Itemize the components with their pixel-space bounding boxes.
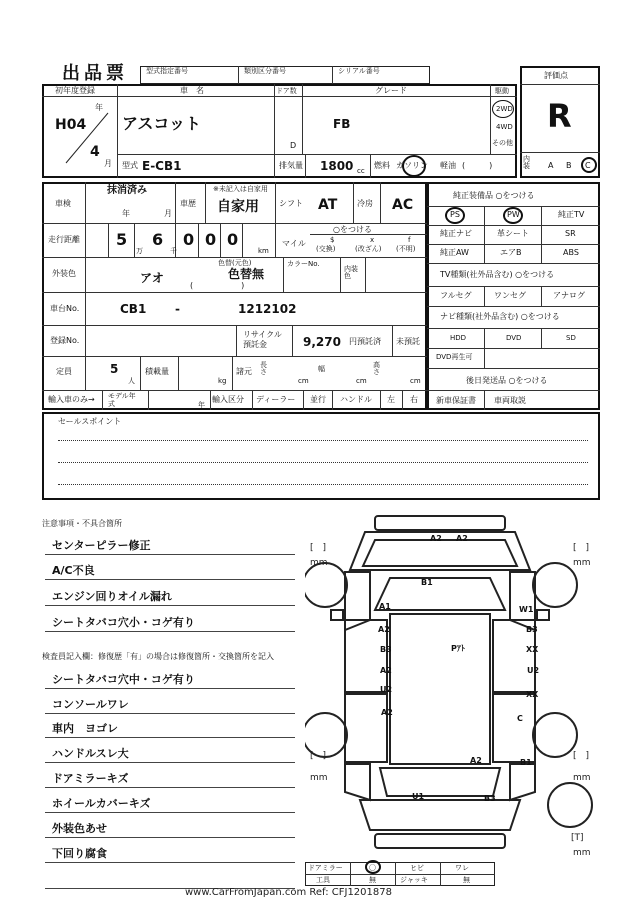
navi-hdd: HDD — [450, 334, 467, 342]
load-unit: kg — [218, 377, 227, 385]
grade-label: グレード — [375, 86, 407, 95]
month-unit: 月 — [104, 159, 112, 168]
history-label: 車歴 — [180, 199, 196, 208]
dmg-mark-10: Pｱﾄ — [451, 644, 465, 653]
dvd-playback: DVD再生可 — [436, 353, 473, 361]
inspector-item-6: ホイールカバーキズ — [52, 797, 151, 810]
equip-abs: ABS — [563, 248, 579, 257]
mileage-digit-3: 0 — [183, 230, 195, 249]
mirror-mark: 〇 — [369, 864, 376, 872]
fuel-paren: ( ) — [462, 161, 493, 170]
note-item-2: A/C不良 — [52, 564, 95, 577]
inspector-item-8: 下回り腐食 — [52, 847, 107, 860]
sales-point-box — [42, 412, 600, 500]
color-label: 外装色 — [52, 269, 76, 278]
svg-text:mm: mm — [310, 558, 328, 568]
drive-circle — [492, 100, 514, 118]
dmg-mark-12: U2 — [527, 666, 540, 675]
exchange-label: (交換) — [316, 245, 336, 253]
svg-text:[ ]: [ ] — [310, 543, 327, 553]
rating-label: 評価点 — [544, 71, 568, 80]
serial-label: シリアル番号 — [338, 67, 380, 75]
break-label: ワレ — [455, 864, 469, 872]
note-item-3: エンジン回りオイル漏れ — [52, 590, 172, 603]
drive-other: その他 — [492, 139, 513, 147]
dmg-mark-7: B3 — [526, 625, 538, 634]
recycle-pending: 未預託 — [396, 337, 420, 346]
dmg-mark-19: U1 — [412, 792, 425, 801]
tv-fullseg: フルセグ — [440, 291, 472, 300]
mileage-digit-5: 0 — [227, 230, 239, 249]
history-note: ※未記入は自家用 — [213, 185, 268, 193]
displacement-value: 1800 — [320, 159, 354, 173]
length-label: 長さ — [260, 361, 267, 376]
ac-value: AC — [392, 197, 414, 213]
inspection-status: 抹消済み — [107, 185, 147, 196]
equip-ps: PS — [450, 210, 460, 219]
unknown-label: (不明) — [396, 245, 416, 253]
mile-label: マイル — [282, 239, 306, 248]
tools-label: 工具 — [316, 876, 330, 884]
grade-value: FB — [333, 117, 351, 131]
drive-2wd: 2WD — [496, 105, 513, 113]
mileage-digit-1: 5 — [116, 230, 128, 249]
mileage-sen: 千 — [170, 247, 177, 255]
mileage-digit-4: 0 — [205, 230, 217, 249]
inspector-item-4: ハンドルスレ大 — [52, 747, 129, 760]
dmg-mark-15: A2 — [381, 708, 393, 717]
handle-label: ハンドル — [340, 395, 372, 404]
reg-month: 4 — [90, 144, 100, 160]
equip-airbag: エアB — [500, 248, 522, 257]
tamper-label: (改ざん) — [355, 245, 382, 253]
mirror-circle — [365, 860, 381, 874]
handle-left: 左 — [387, 395, 395, 404]
dmg-mark-4: A1 — [379, 602, 391, 611]
jack-value: 無 — [463, 876, 470, 884]
equip-sr: SR — [565, 229, 576, 238]
mileage-km: km — [258, 247, 269, 255]
color-paren: ( ) — [190, 281, 245, 290]
equip-pw-circle — [503, 207, 523, 224]
capacity-unit: 人 — [128, 377, 135, 385]
recycle-unit: 円預託済 — [349, 337, 381, 346]
sheet-title: 出品票 — [62, 63, 128, 84]
sales-point-label: セールスポイント — [58, 417, 122, 426]
reg-year: H04 — [55, 117, 87, 133]
navi-sd: SD — [566, 334, 576, 342]
height-cm: cm — [410, 377, 421, 385]
chassis-dash: - — [175, 302, 180, 316]
import-year-unit: 年 — [198, 401, 205, 409]
dmg-mark-3: B1 — [421, 578, 433, 587]
mileage-man: 万 — [136, 247, 143, 255]
note-item-1: センターピラー修正 — [52, 539, 151, 552]
dmg-mark-14: XX — [526, 690, 539, 699]
inspection-year-unit: 年 — [122, 209, 130, 218]
mileage-label: 走行距離 — [48, 235, 80, 244]
displacement-label: 排気量 — [279, 161, 303, 170]
height-label: 高さ — [373, 361, 380, 376]
after-manual: 車両取説 — [494, 396, 526, 405]
unknown-mark: f — [408, 236, 411, 244]
model-value: E-CB1 — [142, 159, 182, 173]
width-label: 幅 — [318, 365, 325, 373]
history-value: 自家用 — [217, 199, 259, 215]
doors-value: D — [290, 141, 297, 150]
doors-label: ドア数 — [276, 87, 297, 95]
car-name: アスコット — [122, 114, 202, 133]
dmg-mark-16: C — [517, 714, 523, 723]
color-value: アオ — [140, 271, 164, 285]
tamper-mark: x — [370, 236, 375, 244]
crack-label: ヒビ — [410, 864, 424, 872]
notes-header: 注意事項・不具合箇所 — [42, 519, 122, 528]
svg-text:[ ]: [ ] — [310, 751, 327, 761]
interior-grade-circle — [581, 157, 597, 173]
category-label: 類別区分番号 — [244, 67, 286, 75]
svg-text:mm: mm — [573, 773, 591, 783]
equip-aw: 純正AW — [440, 248, 469, 257]
dmg-mark-8: B3 — [380, 645, 392, 654]
footer-watermark: www.CarFromJapan.com Ref: CFJ1201878 — [185, 887, 392, 898]
jack-label: ジャッキ — [400, 876, 428, 884]
inspector-item-3: 車内 ヨゴレ — [52, 722, 118, 735]
drive-label: 駆動 — [495, 87, 509, 95]
model-year-label: モデル年式 — [108, 392, 136, 408]
capacity-label: 定員 — [56, 367, 72, 376]
svg-text:[ ]: [ ] — [573, 543, 590, 553]
import-parallel: 並行 — [310, 395, 326, 404]
recycle-value: 9,270 — [303, 335, 341, 349]
reg-no-label: 登録No. — [50, 336, 80, 345]
year-unit: 年 — [95, 103, 103, 112]
car-diagram — [305, 510, 605, 860]
dmg-mark-2: A2 — [456, 534, 468, 543]
dims-label: 諸元 — [236, 367, 252, 376]
svg-text:[T]: [T] — [571, 833, 584, 843]
fuel-gasoline: ガソリン — [396, 161, 428, 170]
width-cm: cm — [356, 377, 367, 385]
dmg-mark-9: XX — [526, 645, 539, 654]
inspector-header: 検査員記入欄：修復歴「有」の場合は修復箇所・交換箇所を記入 — [42, 652, 274, 661]
cc-unit: cc — [357, 167, 365, 175]
interior-grade-c: C — [585, 161, 591, 170]
capacity-value: 5 — [110, 362, 119, 376]
import-label: 輸入車のみ→ — [48, 395, 95, 404]
inspection-month-unit: 月 — [164, 209, 172, 218]
dmg-mark-17: A2 — [470, 756, 482, 765]
navi-dvd: DVD — [506, 334, 522, 342]
dmg-mark-1: A2 — [430, 534, 442, 543]
chassis-prefix: CB1 — [120, 302, 147, 316]
fuel-circle — [402, 155, 426, 177]
dmg-mark-13: U2 — [380, 685, 393, 694]
type-designation-label: 型式指定番号 — [146, 67, 188, 75]
color-no-label: カラーNo. — [287, 260, 320, 268]
svg-text:mm: mm — [310, 773, 328, 783]
interior-grade-a: A — [548, 161, 554, 170]
dmg-mark-5: W1 — [519, 605, 534, 614]
inspector-item-2: コンソールワレ — [52, 698, 129, 711]
dmg-mark-18: B1 — [520, 758, 532, 767]
import-class-label: 輸入区分 — [212, 395, 244, 404]
shift-value: AT — [318, 197, 338, 213]
fuel-label: 燃料 — [374, 161, 390, 170]
inspector-item-7: 外装色あせ — [52, 822, 107, 835]
shift-label: シフト — [279, 199, 303, 208]
after-warranty: 新車保証書 — [436, 396, 476, 405]
interior-label: 内装 — [523, 155, 530, 170]
load-label: 積載量 — [145, 367, 169, 376]
first-reg-label: 初年度登録 — [55, 86, 95, 95]
model-label: 型式 — [122, 161, 138, 170]
tools-value: 無 — [369, 876, 376, 884]
dmg-mark-11: A2 — [380, 666, 392, 675]
drive-4wd: 4WD — [496, 123, 513, 131]
ac-label: 冷房 — [357, 199, 373, 208]
svg-text:[ ]: [ ] — [573, 751, 590, 761]
length-cm: cm — [298, 377, 309, 385]
mileage-digit-2: 6 — [152, 230, 164, 249]
after-title: 後日発送品 ○をつける — [466, 376, 548, 385]
interior-color-label: 内装色 — [344, 265, 358, 280]
fuel-diesel: 軽油 — [440, 161, 456, 170]
equip-ps-circle — [445, 207, 465, 224]
spec-block — [42, 182, 427, 410]
equipment-title: 純正装備品 ○をつける — [453, 191, 535, 200]
navi-title: ナビ種類(社外品含む) ○をつける — [440, 312, 560, 321]
svg-text:mm: mm — [573, 848, 591, 858]
equip-navi: 純正ナビ — [440, 229, 472, 238]
equip-leather: 革シート — [497, 229, 529, 238]
tv-oneseg: ワンセグ — [494, 291, 526, 300]
color-change-value: 色替無 — [228, 267, 265, 281]
recycle-label: リサイクル預託金 — [243, 330, 282, 349]
svg-text:mm: mm — [573, 558, 591, 568]
dmg-mark-6: A2 — [378, 625, 390, 634]
exchange-mark: $ — [330, 236, 335, 244]
note-item-4: シートタバコ穴小・コゲ有り — [52, 616, 195, 629]
import-dealer: ディーラー — [256, 395, 296, 404]
chassis-number: 1212102 — [238, 302, 297, 316]
dmg-mark-20: B3 — [484, 794, 496, 803]
handle-right: 右 — [410, 395, 418, 404]
inspection-label: 車検 — [55, 199, 71, 208]
rating-value: R — [547, 97, 572, 135]
chassis-label: 車台No. — [50, 304, 80, 313]
tv-title: TV種類(社外品含む) ○をつける — [440, 270, 555, 279]
inspector-item-5: ドアミラーキズ — [52, 772, 129, 785]
interior-grade-b: B — [566, 161, 572, 170]
mirror-label: ドアミラー — [308, 864, 343, 872]
color-change-label: 色替(元色) — [218, 259, 252, 267]
tv-analog: アナログ — [553, 291, 585, 300]
mileage-circle-note: ○をつける — [333, 225, 372, 234]
car-name-label: 車 名 — [180, 86, 204, 95]
equip-pw: PW — [507, 210, 520, 219]
inspector-item-1: シートタバコ穴中・コゲ有り — [52, 673, 195, 686]
equip-tv: 純正TV — [558, 210, 585, 219]
